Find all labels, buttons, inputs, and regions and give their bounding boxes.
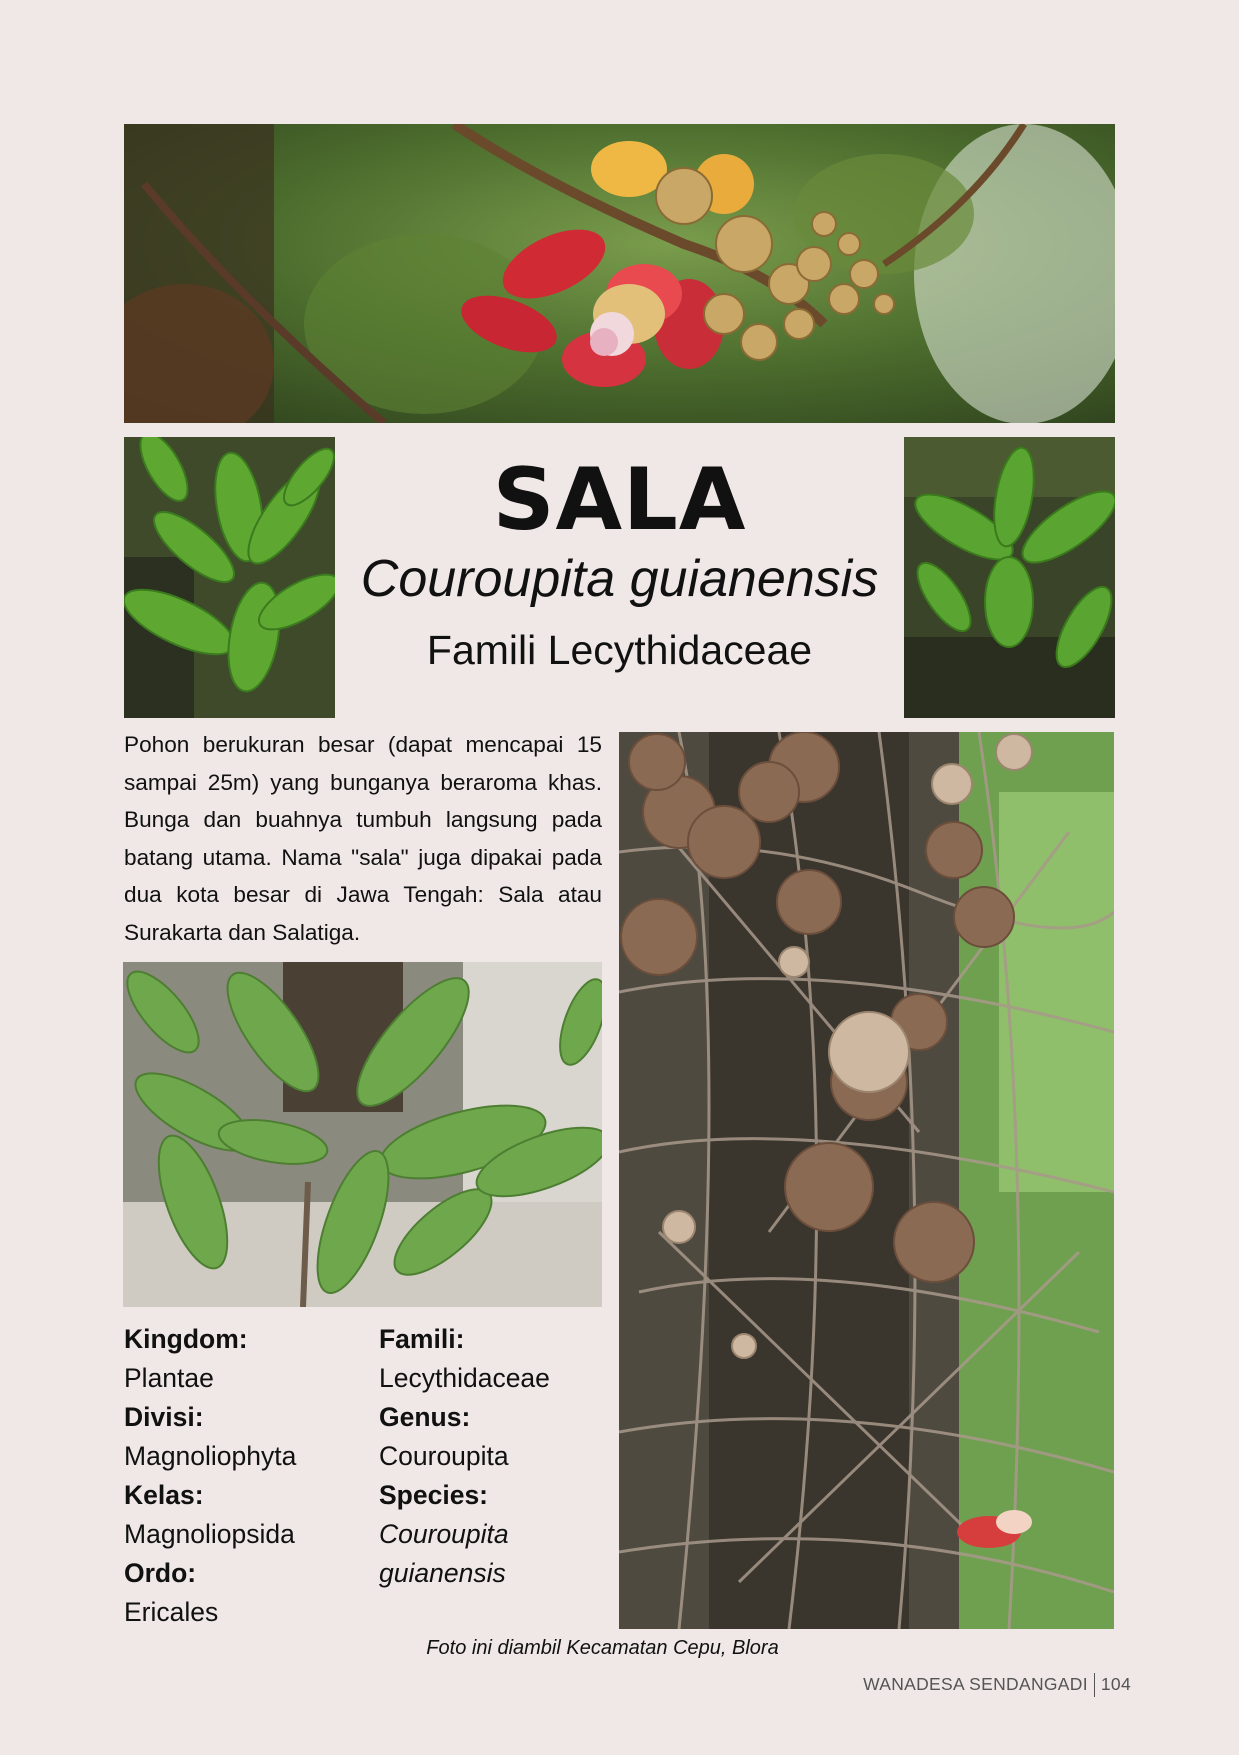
young-leaves-photo-right [904, 437, 1115, 718]
family-line: Famili Lecythidaceae [426, 627, 813, 673]
taxonomy-label-famili: Famili: [379, 1324, 465, 1354]
page-title: SALA [492, 450, 747, 550]
taxonomy-value-kingdom: Plantae [124, 1363, 214, 1393]
taxonomy-label-kelas: Kelas: [124, 1480, 204, 1510]
young-leaves-photo-left [124, 437, 335, 718]
taxonomy-value-famili: Lecythidaceae [379, 1363, 550, 1393]
taxonomy-value-ordo: Ericales [124, 1597, 219, 1627]
taxonomy-value-divisi: Magnoliophyta [124, 1441, 297, 1471]
taxonomy-label-divisi: Divisi: [124, 1402, 204, 1432]
taxonomy-value-species-line2: guianensis [379, 1558, 506, 1588]
footer-divider [1094, 1673, 1095, 1697]
taxonomy-column-left [124, 1320, 374, 1632]
taxonomy-column-right [379, 1320, 609, 1593]
taxonomy-value-genus: Couroupita [379, 1441, 509, 1471]
taxonomy-label-kingdom: Kingdom: [124, 1324, 248, 1354]
page-number: 104 [1100, 1674, 1131, 1694]
cannonball-fruit-photo [619, 732, 1114, 1629]
page-footer [863, 1670, 1131, 1698]
taxonomy-value-kelas: Magnoliopsida [124, 1519, 295, 1549]
taxonomy-table [124, 1320, 604, 1630]
photo-caption: Foto ini diambil Kecamatan Cepu, Blora [426, 1637, 779, 1659]
description-paragraph: Pohon berukuran besar (dapat mencapai 15 sampai 25m) yang bunganya beraroma khas. Bunga dan buahnya tumbuh langsung pada batang utama. Nama "sala" juga dipakai pada dua kota besar di Jawa Tengah: Sala atau Surakarta dan Salatiga. [124, 732, 602, 945]
taxonomy-label-ordo: Ordo: [124, 1558, 197, 1588]
title-block [335, 437, 904, 718]
taxonomy-label-genus: Genus: [379, 1402, 471, 1432]
taxonomy-label-species: Species: [379, 1480, 489, 1510]
publication-name: WANADESA SENDANGADI [863, 1674, 1088, 1694]
taxonomy-value-species-line1: Couroupita [379, 1519, 509, 1549]
scientific-name: Couroupita guianensis [360, 550, 879, 608]
hero-flower-photo [124, 124, 1115, 423]
leaves-photo [123, 962, 602, 1307]
